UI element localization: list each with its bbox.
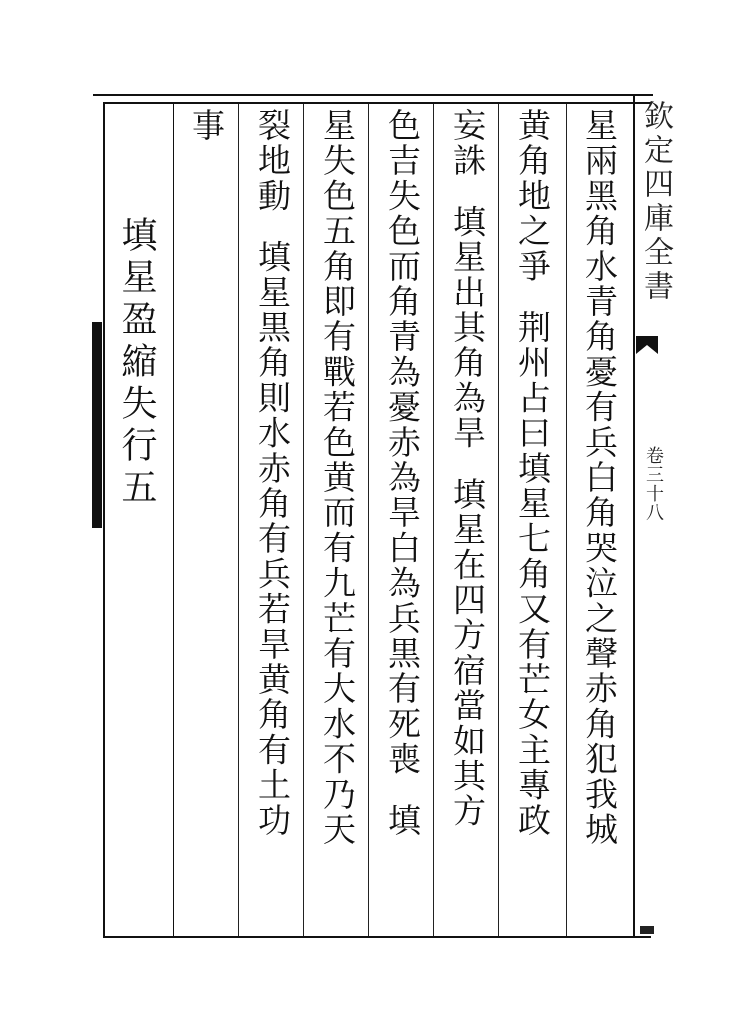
text-segment: 荆州占曰填星七角又有芒女主專政 xyxy=(513,310,552,838)
text-column-2 xyxy=(513,108,552,838)
text-column-6 xyxy=(253,108,292,839)
text-segment: 妄誅 xyxy=(448,108,487,179)
text-segment: 填星出其角為旱 xyxy=(448,204,487,451)
column-divider xyxy=(303,104,304,936)
title-column-divider xyxy=(173,102,174,938)
column-divider xyxy=(238,104,239,936)
text-segment: 色吉失色而角青為憂赤為旱白為兵黒有死喪 xyxy=(383,108,422,777)
top-rule-inner xyxy=(103,102,651,104)
text-segment: 星失色五角即有戰若色黄而有九芒有大水不乃天 xyxy=(318,108,357,848)
text-segment: 填 xyxy=(383,802,422,839)
text-column-1 xyxy=(580,108,619,848)
binding-bar xyxy=(92,322,102,528)
text-column-7 xyxy=(187,108,226,144)
text-column-5 xyxy=(318,108,357,848)
column-divider xyxy=(566,104,567,936)
text-segment: 裂地動 xyxy=(253,108,292,214)
text-segment: 填星在四方宿當如其方 xyxy=(448,476,487,829)
text-segment: 填星黒角則水赤角有兵若旱黄角有土功 xyxy=(253,239,292,839)
text-segment: 星兩黑角水青角憂有兵白角哭泣之聲赤角犯我城 xyxy=(580,108,619,848)
page-edge-mark xyxy=(640,926,654,934)
frame-left-rule xyxy=(103,102,105,938)
text-column-3 xyxy=(448,108,487,829)
frame-right-rule xyxy=(633,96,635,938)
fish-tail-mark-icon xyxy=(636,336,658,354)
chapter-number: 卷三十八 xyxy=(643,446,664,522)
text-segment: 黄角地之爭 xyxy=(513,108,552,284)
text-segment: 事 xyxy=(187,108,226,144)
column-divider xyxy=(498,104,499,936)
text-column-4 xyxy=(383,108,422,839)
column-divider xyxy=(368,104,369,936)
bottom-rule xyxy=(103,936,651,938)
column-divider xyxy=(433,104,434,936)
section-title: 填星盈縮失行五 xyxy=(116,216,157,510)
top-rule-outer xyxy=(93,94,653,96)
book-title: 欽定四庫全書 xyxy=(638,100,673,304)
